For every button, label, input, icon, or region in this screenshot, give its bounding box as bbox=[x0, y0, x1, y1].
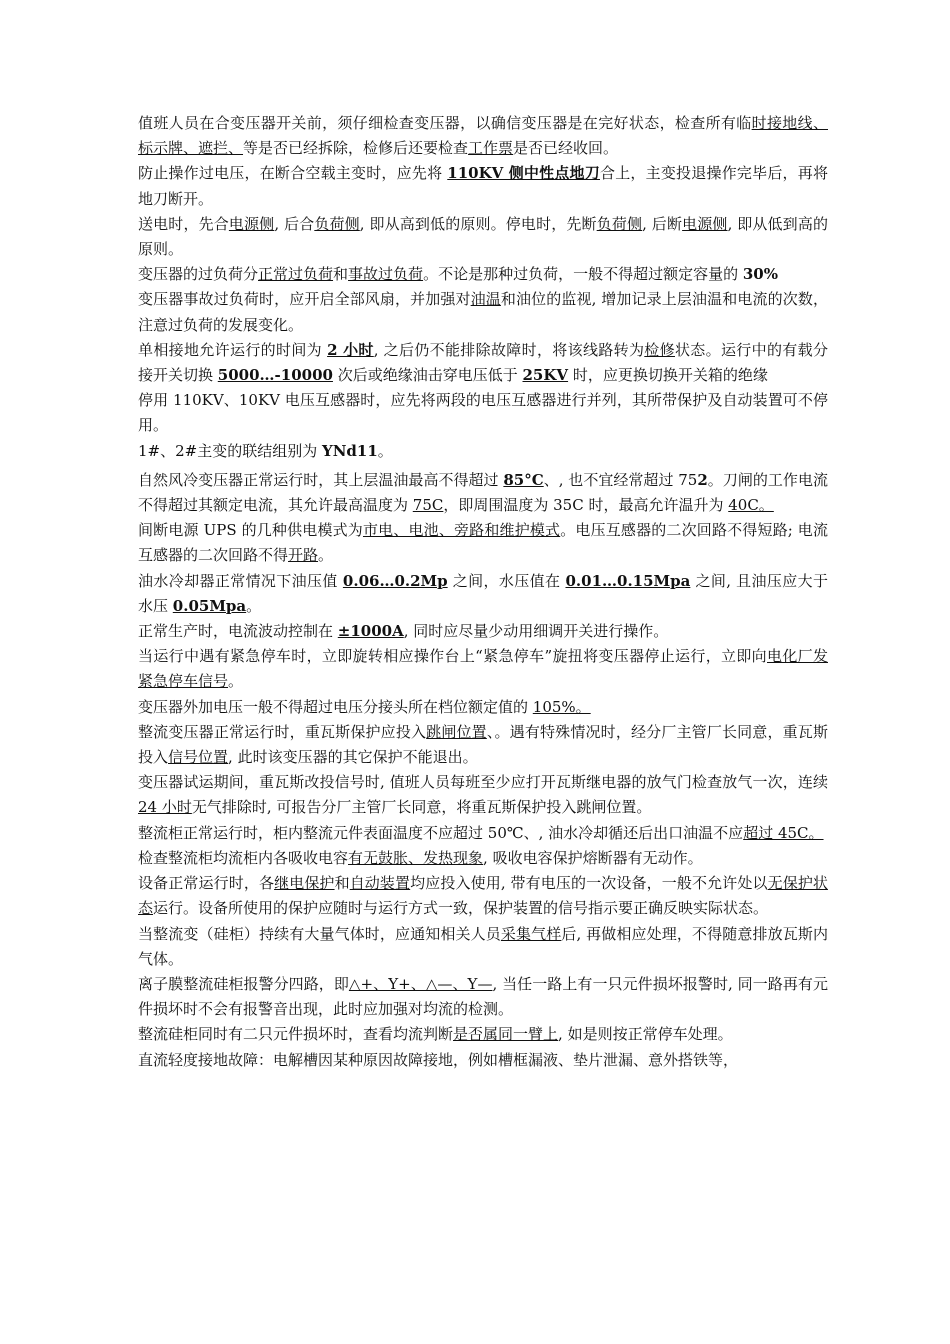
emphasized-text: 无保护状态 bbox=[138, 874, 828, 918]
emphasized-text: 85°C bbox=[503, 470, 544, 489]
paragraph bbox=[138, 644, 828, 694]
paragraph bbox=[138, 871, 828, 921]
emphasized-text: 负荷侧 bbox=[596, 214, 643, 233]
emphasized-text: 5000…-10000 bbox=[217, 366, 333, 385]
text-run: 。 bbox=[246, 596, 262, 615]
text-run: , 吸收电容保护熔断器有无动作。 bbox=[483, 848, 703, 867]
text-run: 当运行中遇有紧急停车时，立即旋转相应操作台上“紧急停车”旋扭将变压器停止运行，立即向 bbox=[138, 647, 768, 666]
text-run: , 如是则按正常停车处理。 bbox=[558, 1025, 733, 1044]
text-run: 、, 也不宜经常超过 75 bbox=[543, 470, 698, 489]
text-run: 无气排除时, 可报告分厂主管厂长同意，将重瓦斯保护投入跳闸位置。 bbox=[191, 798, 652, 817]
emphasized-text: 负荷侧 bbox=[314, 214, 360, 233]
text-run: 变压器的过负荷分 bbox=[138, 265, 259, 284]
text-run: 间断电源 UPS 的几种供电模式为 bbox=[138, 521, 363, 540]
emphasized-text: 油温 bbox=[470, 290, 501, 309]
text-run: 整流柜正常运行时，柜内整流元件表面温度不应超过 50℃、, 油水冷却循还后出口油温不应 bbox=[138, 823, 744, 842]
paragraph bbox=[138, 262, 828, 287]
text-run: 。 bbox=[228, 672, 244, 691]
emphasized-text: 24 小时 bbox=[138, 798, 192, 817]
emphasized-text: 时接地线、标示牌、遮拦、 bbox=[138, 114, 828, 158]
text-run: , 之后仍不能排除故障时，将该线路转为 bbox=[373, 340, 645, 359]
text-run: 后, 再做相应处理，不得随意排放瓦斯内气体。 bbox=[138, 924, 828, 968]
text-run: , 同时应尽量少动用细调开关进行操作。 bbox=[403, 622, 669, 641]
text-run: 。刀闸的工作电流不得超过其额定电流，其允许最高温度为 bbox=[138, 470, 828, 515]
text-run: 防止操作过电压，在断合空载主变时，应先将 bbox=[138, 164, 448, 183]
emphasized-text: △+、Y+、△—、Y— bbox=[348, 974, 493, 993]
text-run: , 此时该变压器的其它保护不能退出。 bbox=[228, 748, 478, 767]
paragraph bbox=[138, 161, 828, 211]
emphasized-text: 30% bbox=[742, 265, 778, 284]
text-run: 和 bbox=[334, 874, 350, 893]
paragraph bbox=[138, 388, 828, 438]
emphasized-text: 检修 bbox=[644, 340, 675, 359]
paragraph bbox=[138, 770, 828, 820]
emphasized-text: 采集气样 bbox=[500, 924, 562, 943]
emphasized-text: 跳闸位置 bbox=[426, 722, 487, 741]
paragraph bbox=[138, 821, 828, 846]
paragraph bbox=[138, 720, 828, 770]
text-run: 状态。运行中的有载分接开关切换 bbox=[138, 340, 828, 385]
text-run: 时，应更换切换开关箱的绝缘 bbox=[568, 366, 768, 385]
text-run: 单相接地允许运行的时间为 bbox=[138, 340, 328, 359]
text-run: 。 bbox=[318, 546, 334, 565]
emphasized-text: ±1000A bbox=[337, 622, 404, 641]
text-run: 当整流变（硅柜）持续有大量气体时，应通知相关人员 bbox=[138, 924, 501, 943]
text-run: 。电压互感器的二次回路不得短路; 电流互感器的二次回路不得 bbox=[138, 521, 828, 565]
document-page bbox=[138, 111, 828, 1073]
text-run: , 当任一路上有一只元件损坏报警时, 同一路再有元件损坏时不会有报警音出现，此时应加强对均流的检测。 bbox=[138, 974, 828, 1019]
text-run: 送电时，先合 bbox=[138, 214, 229, 233]
paragraph bbox=[138, 338, 828, 388]
text-run: 运行。设备所使用的保护应随时与运行方式一致，保护装置的信号指示要正确反映实际状态。 bbox=[153, 899, 769, 918]
emphasized-text: 电源侧 bbox=[228, 214, 275, 233]
text-run: 变压器事故过负荷时，应开启全部风扇，并加强对 bbox=[138, 290, 471, 309]
emphasized-text: 2 bbox=[697, 470, 708, 489]
emphasized-text: 105%。 bbox=[532, 697, 591, 716]
text-run: 均应投入使用, 带有电压的一次设备，一般不允许处以 bbox=[410, 874, 768, 893]
paragraph bbox=[138, 1022, 828, 1047]
text-run: 停用 110KV、10KV 电压互感器时，应先将两段的电压互感器进行并列，其所带保护及自动装置可不停用。 bbox=[138, 391, 828, 435]
emphasized-text: 40C。 bbox=[728, 496, 774, 515]
text-run: 和油位的监视, 增加记录上层油温和电流的次数，注意过负荷的发展变化。 bbox=[138, 290, 828, 334]
text-run: 自然风冷变压器正常运行时，其上层温油最高不得超过 bbox=[138, 470, 504, 489]
emphasized-text: 25KV bbox=[522, 366, 569, 385]
paragraph bbox=[138, 922, 828, 972]
paragraph bbox=[138, 439, 828, 464]
text-run: 次后或绝缘油击穿电压低于 bbox=[332, 366, 523, 385]
text-run: 整流硅柜同时有二只元件损坏时，查看均流判断 bbox=[138, 1025, 454, 1044]
emphasized-text: 超过 45C。 bbox=[743, 823, 824, 842]
paragraph bbox=[138, 1048, 828, 1073]
text-run: 值班人员在合变压器开关前，须仔细检查变压器，以确信变压器是在完好状态，检查所有临 bbox=[138, 114, 752, 132]
text-run: 油水冷却器正常情况下油压值 bbox=[138, 571, 343, 590]
emphasized-text: 开路 bbox=[288, 546, 319, 565]
text-run: , 后合 bbox=[274, 214, 315, 233]
text-run: 、。遇有特殊情况时，经分厂主管厂长同意，重瓦斯投入 bbox=[138, 722, 828, 767]
text-run: 之间, 且油压应大于水压 bbox=[138, 571, 828, 615]
emphasized-text: 110KV 侧中性点地刀 bbox=[447, 164, 600, 183]
emphasized-text: 工作票 bbox=[468, 139, 514, 158]
emphasized-text: 电化厂发紧急停车信号 bbox=[138, 647, 828, 691]
text-run: 合上，主变投退操作完毕后，再将地刀断开。 bbox=[138, 164, 828, 208]
text-run: , 即从低到高的原则。 bbox=[138, 214, 828, 259]
emphasized-text: 自动装置 bbox=[349, 874, 411, 893]
paragraph bbox=[138, 212, 828, 262]
emphasized-text: 事故过负荷 bbox=[348, 265, 424, 284]
emphasized-text: 市电、电池、旁路和维护模式 bbox=[362, 521, 561, 540]
text-run: 和 bbox=[333, 265, 349, 284]
text-run: , 即从高到低的原则。停电时，先断 bbox=[359, 214, 597, 233]
text-run: 。 bbox=[377, 441, 393, 460]
emphasized-text: 电源侧 bbox=[682, 214, 728, 233]
emphasized-text: 0.01…0.15Mpa bbox=[565, 571, 691, 590]
paragraph bbox=[138, 695, 828, 720]
emphasized-text: 继电保护 bbox=[274, 874, 335, 893]
paragraph bbox=[138, 468, 828, 518]
emphasized-text: 75C bbox=[412, 496, 444, 515]
text-run: 等是否已经拆除，检修后还要检查 bbox=[243, 139, 469, 158]
paragraph bbox=[138, 972, 828, 1022]
text-run: 。不论是那种过负荷，一般不得超过额定容量的 bbox=[423, 265, 743, 284]
emphasized-text: 2 小时 bbox=[327, 340, 374, 359]
text-run: 直流轻度接地故障：电解槽因某种原因故障接地，例如槽框漏液、垫片泄漏、意外搭铁等， bbox=[138, 1050, 739, 1069]
emphasized-text: 0.05Mpa bbox=[172, 596, 247, 615]
emphasized-text: 有无鼓胀、发热现象 bbox=[348, 848, 484, 867]
paragraph bbox=[138, 619, 828, 644]
text-run: 之间，水压值在 bbox=[447, 571, 566, 590]
text-run: 变压器外加电压一般不得超过电压分接头所在档位额定值的 bbox=[138, 697, 533, 716]
text-run: 整流变压器正常运行时，重瓦斯保护应投入 bbox=[138, 722, 427, 741]
text-run: 是否已经收回。 bbox=[513, 139, 619, 158]
emphasized-text: 0.06…0.2Mp bbox=[342, 571, 448, 590]
paragraph bbox=[138, 287, 828, 337]
text-run: 1#、2#主变的联结组别为 bbox=[138, 441, 322, 460]
text-run: 正常生产时，电流波动控制在 bbox=[138, 622, 338, 641]
text-run: , 后断 bbox=[642, 214, 683, 233]
emphasized-text: 是否属同一臂上 bbox=[453, 1025, 559, 1044]
paragraph bbox=[138, 111, 828, 161]
text-run: 变压器试运期间，重瓦斯改投信号时, 值班人员每班至少应打开瓦斯继电器的放气门检查放气一次，连续 bbox=[138, 773, 828, 792]
text-run: 设备正常运行时，各 bbox=[138, 874, 275, 893]
emphasized-text: 正常过负荷 bbox=[258, 265, 334, 284]
text-run: ，即周围温度为 35C 时，最高允许温升为 bbox=[443, 496, 729, 515]
paragraph bbox=[138, 518, 828, 568]
paragraph bbox=[138, 569, 828, 619]
emphasized-text: 信号位置 bbox=[168, 748, 229, 767]
paragraph bbox=[138, 846, 828, 871]
emphasized-text: YNd11 bbox=[322, 441, 378, 460]
text-run: 检查整流柜均流柜内各吸收电容 bbox=[138, 848, 349, 867]
text-run: 离子膜整流硅柜报警分四路，即 bbox=[138, 974, 349, 993]
